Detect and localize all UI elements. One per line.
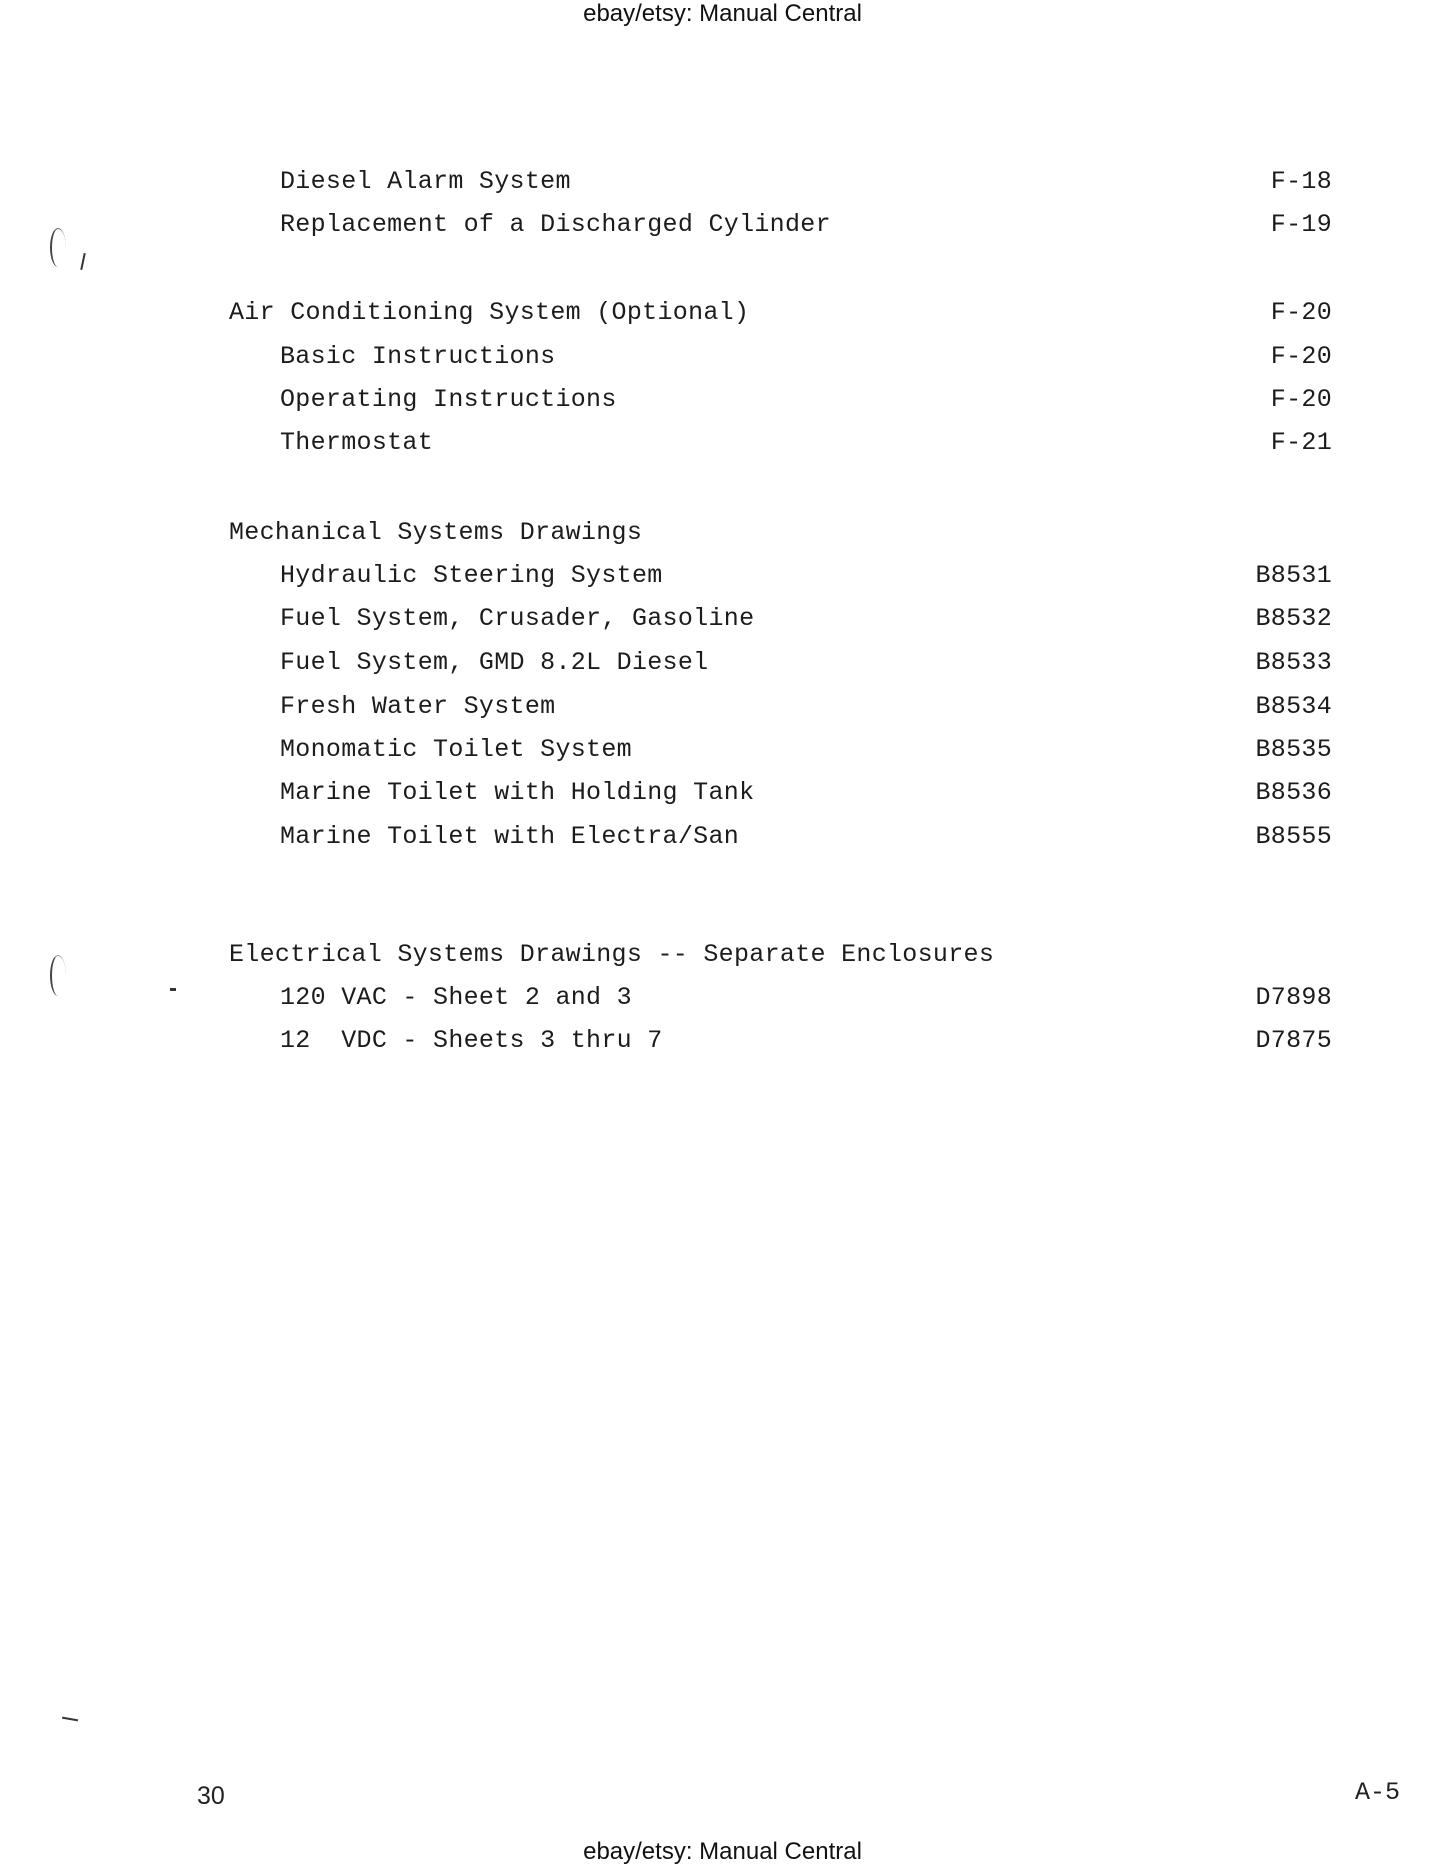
toc-entry-label: 12 VDC - Sheets 3 thru 7: [280, 1026, 663, 1055]
toc-entry-ref: F-20: [1270, 385, 1332, 414]
section-page-number: A-5: [1354, 1778, 1400, 1807]
toc-entry-ref: B8555: [1255, 822, 1332, 851]
toc-entry-label: Replacement of a Discharged Cylinder: [280, 210, 831, 239]
toc-entry-label: Marine Toilet with Holding Tank: [280, 778, 755, 807]
toc-section-heading: [0, 298, 1445, 328]
toc-entry-label: Marine Toilet with Electra/San: [280, 822, 740, 851]
toc-entry-ref: F-19: [1270, 210, 1332, 239]
toc-entry-label: Basic Instructions: [280, 342, 556, 371]
toc-entry-label: Air Conditioning System (Optional): [229, 298, 750, 327]
toc-entry: [0, 428, 1445, 458]
margin-mark: [62, 1717, 78, 1722]
toc-entry: [0, 822, 1445, 852]
page-number: 30: [197, 1782, 225, 1810]
toc-entry: [0, 648, 1445, 678]
toc-entry: [0, 604, 1445, 634]
toc-entry: [0, 692, 1445, 722]
toc-entry-ref: D7898: [1255, 983, 1332, 1012]
watermark-bottom: ebay/etsy: Manual Central: [583, 1838, 862, 1865]
margin-mark: [80, 253, 85, 270]
toc-entry-ref: D7875: [1255, 1026, 1332, 1055]
toc-entry: [0, 167, 1445, 197]
toc-entry-label: Hydraulic Steering System: [280, 561, 663, 590]
toc-entry-label: 120 VAC - Sheet 2 and 3: [280, 983, 632, 1012]
toc-entry-label: Diesel Alarm System: [280, 167, 571, 196]
toc-entry: [0, 210, 1445, 240]
toc-entry: [0, 983, 1445, 1013]
toc-section-heading: [0, 518, 1445, 548]
toc-entry-ref: F-21: [1270, 428, 1332, 457]
toc-entry-label: Thermostat: [280, 428, 434, 457]
toc-entry: [0, 735, 1445, 765]
toc-entry-ref: B8532: [1255, 604, 1332, 633]
toc-entry: [0, 561, 1445, 591]
toc-entry-label: Electrical Systems Drawings -- Separate Enclosures: [229, 940, 995, 969]
watermark-top: ebay/etsy: Manual Central: [583, 0, 862, 27]
toc-entry-label: Operating Instructions: [280, 385, 617, 414]
toc-entry-ref: B8534: [1255, 692, 1332, 721]
toc-entry-label: Fresh Water System: [280, 692, 556, 721]
toc-entry-ref: F-18: [1270, 167, 1332, 196]
toc-entry-ref: B8533: [1255, 648, 1332, 677]
toc-entry: [0, 342, 1445, 372]
toc-entry-label: Fuel System, GMD 8.2L Diesel: [280, 648, 709, 677]
toc-entry-label: Fuel System, Crusader, Gasoline: [280, 604, 755, 633]
toc-entry-ref: B8535: [1255, 735, 1332, 764]
toc-entry-ref: B8531: [1255, 561, 1332, 590]
toc-entry: [0, 1026, 1445, 1056]
toc-entry-ref: B8536: [1255, 778, 1332, 807]
toc-entry-ref: F-20: [1270, 298, 1332, 327]
toc-entry: [0, 385, 1445, 415]
toc-entry: [0, 778, 1445, 808]
toc-entry-ref: F-20: [1270, 342, 1332, 371]
toc-entry-label: Monomatic Toilet System: [280, 735, 632, 764]
toc-entry-label: Mechanical Systems Drawings: [229, 518, 643, 547]
toc-section-heading: [0, 940, 1445, 970]
